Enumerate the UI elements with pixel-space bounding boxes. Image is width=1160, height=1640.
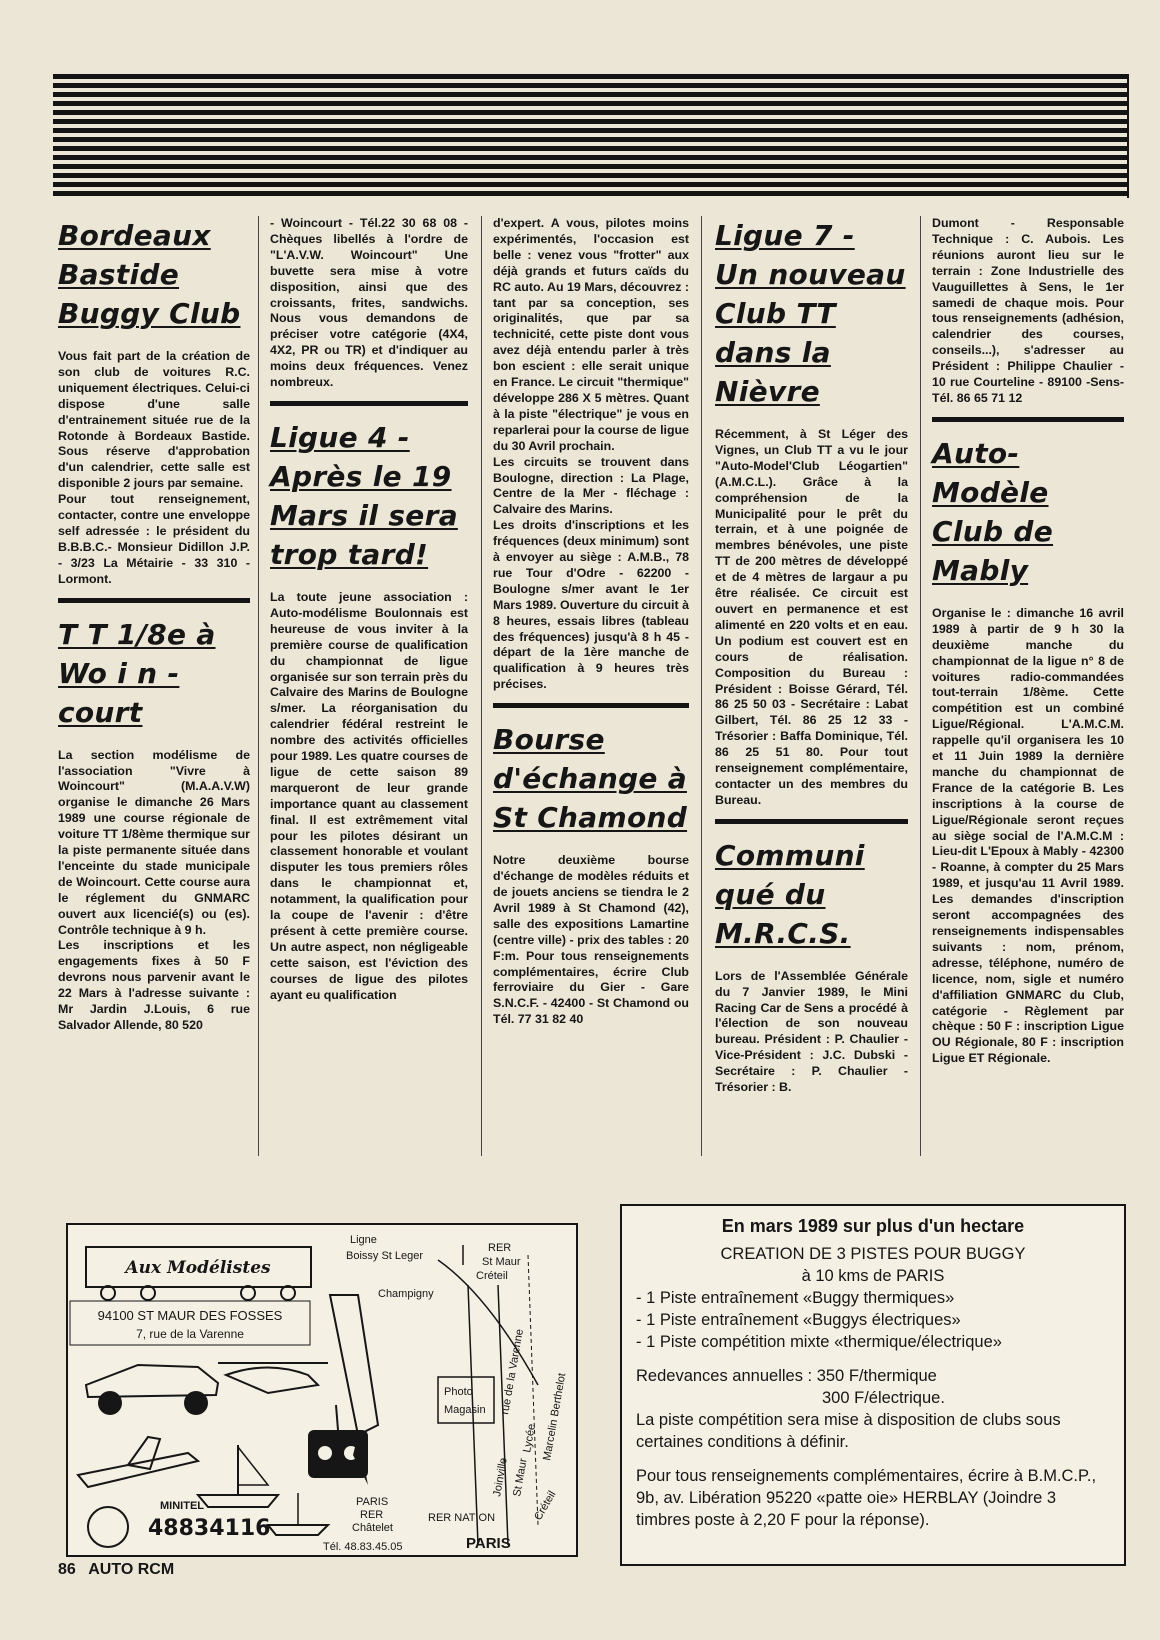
column-divider	[701, 216, 702, 1156]
minitel-label: MINITEL	[160, 1500, 204, 1512]
headline-woincourt: T T 1/8e à Wo i n - court	[58, 617, 216, 729]
article-paragraph: Organise le : dimanche 16 avril 1989 à partir de 9 h 30 la deuxième manche du championnat de la ligue n° 8 de voitures radio-commandées tout-terrain 1/8ème. Cette compétition est un combiné Ligue/Régional. L'A.M.C.M. rappelle qu'il organisera les 10 et 11 Juin 1989 la dernière manche du championnat de France de la catégorie B. Les inscriptions à la course de Ligue/Régionale seront reçues au siège social de l'A.M.C.M : Lieu-dit L'Epoux à Mably - 42300 - Roanne, à compter du 25 Mars 1989, et jusqu'au 11 Avril 1989. Les demandes d'inscription seront accompagnées des renseignements indispensables suivants : nom, prénom, adresse, téléphone, numéro de licence, nom, sigle et numéro d'affiliation GNMARC du Club, catégorie - Règlement par chèque : 50 F : inscription Ligue OU Régionale, 80 F : inscription Ligue ET Régionale.	[932, 605, 1124, 1066]
column-1	[58, 216, 250, 1034]
shop-ad-illustration	[68, 1225, 576, 1555]
ad-line: à 10 kms de PARIS	[801, 1267, 945, 1285]
column-5	[932, 216, 1124, 1067]
article-paragraph: d'expert. A vous, pilotes moins expérimentés, l'occasion est belle : venez vous "frotter" aux déjà grands et futurs caïds du RC auto. Au 19 Mars, découvrez : tant par sa conception, ses originalités, que par sa technicité, cette piste dont vous avez déjà entendu parler à très bon escient : elle serait unique en France. Le circuit "thermique" développe 286 X 5 mètres. Quant à la piste "électrique" je vous en reparlerai pour la course de ligue du 30 Avril prochain.	[493, 216, 689, 453]
map-label: Joinville	[491, 1456, 510, 1498]
section-rule	[932, 417, 1124, 422]
shop-city: 94100 ST MAUR DES FOSSES	[97, 1308, 283, 1323]
headline-mrcs: Communi qué du M.R.C.S.	[715, 838, 865, 950]
article-paragraph: Récemment, à St Léger des Vignes, un Club TT a vu le jour "Auto-Model'Club Léogartien" (A.M.C.L.). Grâce à la compréhension de la Municipalité pour le prêt du terrain, et à une poignée de membres bénévoles, une piste TT de 200 mètres de développé et de 4 mètres de largaur a pu être réalisée. Ce circuit est ouvert en permanence et est alimenté en 220 volts et en eau. Un podium est couvert est en cours de réalisation. Composition du Bureau : Président : Boisse Gérard, Tél. 86 25 50 03 - Secrétaire : Labat Gilbert, Tél. 86 25 12 33 - Trésorier : Baffa Dominique, Tél. 86 25 51 80. Pour tout renseignement complémentaire, contacter un des membres du Bureau.	[715, 427, 908, 807]
shop-street: 7, rue de la Varenne	[136, 1327, 244, 1341]
section-rule	[270, 401, 468, 406]
map-shop-marker	[438, 1377, 494, 1423]
plane-drawing	[78, 1453, 198, 1487]
article-paragraph: La section modélisme de l'association "Vivre à Woincourt" (M.A.A.V.W) organise le dimanche 26 Mars 1989 une course régionale de voiture TT 1/8ème thermique sur la piste permanente située dans l'enceinte du stade municipale de Woincourt. Cette course aura le réglement du GNMARC ouvert aux licencié(s) ou (es). Contrôle technique à 9 h.	[58, 747, 250, 937]
ad-line: CREATION DE 3 PISTES POUR BUGGY	[720, 1245, 1026, 1263]
article-paragraph: Vous fait part de la création de son club de voitures R.C. uniquement électriques. Celui-ci dispose d'une salle d'entrainement située rue de la Rotonde à Bordeaux Bastide. Sous réserve d'approbation d'un calendrier, cette salle est disponible 2 jours par semaine.	[58, 349, 250, 491]
article-paragraph: Les droits d'inscriptions et les fréquences (deux minimum) sont à envoyer au siège : A.M.B., 78 rue Tour d'Odre - 62200 - Boulogne s/mer avant le 1er Mars 1989. Ouverture du circuit à 8 heures, essais libres (tableau des fréquences) jusqu'à 8 h 45 - départ de la 1ère manche de qualification à 9 heures très précises.	[493, 518, 689, 692]
ad-bullet: - 1 Piste entraînement «Buggy thermiques»	[636, 1289, 955, 1307]
map-label: Créteil	[532, 1488, 559, 1523]
headline-bordeaux: Bordeaux Bastide Buggy Club	[58, 219, 241, 330]
section-rule	[715, 819, 908, 824]
page-number: 86	[58, 1561, 76, 1578]
column-4	[715, 216, 908, 1096]
ad-bullet: - 1 Piste compétition mixte «thermique/électrique»	[636, 1333, 1002, 1351]
helicopter-drawing	[226, 1368, 318, 1394]
map-label: Ligne	[350, 1234, 377, 1246]
article-paragraph: Pour tout renseignement, contacter, contre une enveloppe self adressée : le président du B.B.B.C.- Monsieur Didillon J.P. - 3/23 La Métairie - 33 310 - Lormont.	[58, 492, 250, 586]
headline-mably: Auto-Modèle Club de Mably	[932, 436, 1054, 587]
header-stripes	[53, 74, 1129, 198]
map-label: Marcelin Berthelot	[541, 1372, 569, 1462]
map-label: St Maur	[511, 1457, 530, 1498]
map-label: Champigny	[378, 1288, 434, 1300]
magazine-name: AUTO RCM	[88, 1561, 175, 1578]
page-footer	[58, 1561, 174, 1579]
map-label: RER	[488, 1242, 512, 1254]
section-rule	[58, 598, 250, 603]
headline-ligue4: Ligue 4 - Après le 19 Mars il sera trop tard!	[270, 420, 458, 571]
ad-bullet: - 1 Piste entraînement «Buggys électriques»	[636, 1311, 961, 1329]
ad-paragraph: La piste compétition sera mise à disposition de clubs sous certaines conditions à définir.	[636, 1411, 1061, 1451]
ship-drawing	[198, 1495, 278, 1507]
headline-ligue7: Ligue 7 - Un nouveau Club TT dans la Nièvre	[715, 219, 906, 408]
article-paragraph: Notre deuxième bourse d'échange de modèles réduits et de jouets anciens se tiendra le 2 Avril 1989 à St Chamond (42), salle des expositions Lamartine (centre ville) - prix des tables : 20 F:m. Pour tous renseignements complémentaires, écrire Club ferroviaire du Gier - Gare S.N.C.F. - 42400 - St Chamond ou Tél. 77 31 82 40	[493, 853, 689, 1027]
column-divider	[920, 216, 921, 1156]
article-paragraph: Dumont - Responsable Technique : C. Aubois. Les réunions auront lieu sur le terrain : Zone Industrielle des Vauguillettes à Sens, le 1er samedi de chaque mois. Pour tous renseignements (adhésion, calendrier des courses, conseils...), s'adresser au Président : Philippe Chaulier - 10 rue Courteline - 89100 -Sens- Tél. 86 65 71 12	[932, 216, 1124, 405]
article-paragraph: Lors de l'Assemblée Générale du 7 Janvier 1989, le Mini Racing Car de Sens a procédé à l'élection de son nouveau bureau. Président : P. Chaulier - Vice-Président : J.C. Dubski - Secrétaire : P. Chaulier - Trésorier : B.	[715, 968, 908, 1095]
column-3	[493, 216, 689, 1028]
minitel-mascot	[88, 1507, 128, 1547]
column-divider	[481, 216, 482, 1156]
map-label: rue de la Varenne	[499, 1328, 526, 1416]
map-label: RER	[360, 1509, 384, 1521]
shop-advertisement	[66, 1223, 578, 1557]
map-label: St Maur	[482, 1256, 521, 1268]
minitel-number: 48834116	[148, 1516, 271, 1541]
article-paragraph: Les circuits se trouvent dans Boulogne, direction : La Plage, Centre de la Mer - fléchage : Calvaire des Marins.	[493, 454, 689, 517]
article-paragraph: - Woincourt - Tél.22 30 68 08 - Chèques libellés à l'ordre de "L'A.V.W. Woincourt" Une buvette sera mise à votre disposition, ainsi que des croissants, frites, sandwichs. Nous vous demandons de préciser votre catégorie (4X4, 4X2, PR ou TR) et d'indiquer au moins deux fréquences. Venez nombreux.	[270, 216, 468, 390]
shop-phone: Tél. 48.83.45.05	[323, 1541, 403, 1553]
map-label: Boissy St Leger	[346, 1250, 424, 1262]
ad-paragraph: Pour tous renseignements complémentaires, écrire à B.M.C.P., 9b, av. Libération 95220 «patte oie» HERBLAY (Joindre 3 timbres poste à 2,20 F pour la réponse).	[636, 1467, 1097, 1529]
map-label: Magasin	[444, 1404, 486, 1416]
map-label: Créteil	[476, 1270, 508, 1282]
map-label: Châtelet	[352, 1522, 393, 1534]
shop-name: Aux Modélistes	[125, 1258, 271, 1278]
map-label: PARIS	[356, 1496, 389, 1508]
headline-bourse: Bourse d'échange à St Chamond	[493, 723, 688, 835]
ad-fees: Redevances annuelles : 350 F/thermique	[636, 1367, 937, 1385]
section-rule	[493, 703, 689, 708]
ad-fees: 300 F/électrique.	[822, 1389, 945, 1407]
track-advertisement	[620, 1204, 1126, 1566]
map-label: Photo	[444, 1386, 473, 1398]
column-divider	[258, 216, 259, 1156]
map-label: Lycée	[521, 1422, 538, 1454]
article-paragraph: La toute jeune association : Auto-modélisme Boulonnais est heureuse de vous inviter à la première course de qualification du championnat de ligue organisée sur son terrain près du Calvaire des Marins de Boulogne s/mer. La réorganisation du calendrier fédéral restreint le nombre des activités officielles pour 1989. Les quatre courses de ligue de cette saison 89 marqueront de leur grande importance quant au classement final. Il est extrêmement vital pour les pilotes désirant un classement honorable et voulant disputer les tous premiers rôles dans le championnat et, notamment, la qualification pour la coupe de l'avenir : d'être présent à cette première course. Un autre aspect, non négligeable cette saison, est l'éviction des courses de ligue des pilotes ayant eu qualification	[270, 589, 468, 1002]
ad-title: En mars 1989 sur plus d'un hectare	[721, 1216, 1025, 1236]
map-label: RER NATION	[428, 1512, 496, 1524]
column-2	[270, 216, 468, 1004]
article-paragraph: Les inscriptions et les engagements fixes à 50 F devrons nous parvenir avant le 22 Mars à l'adresse suivante : Mr Jardin J.Louis, 6 rue Salvador Allende, 80 520	[58, 938, 250, 1032]
map-label: PARIS	[466, 1535, 511, 1552]
